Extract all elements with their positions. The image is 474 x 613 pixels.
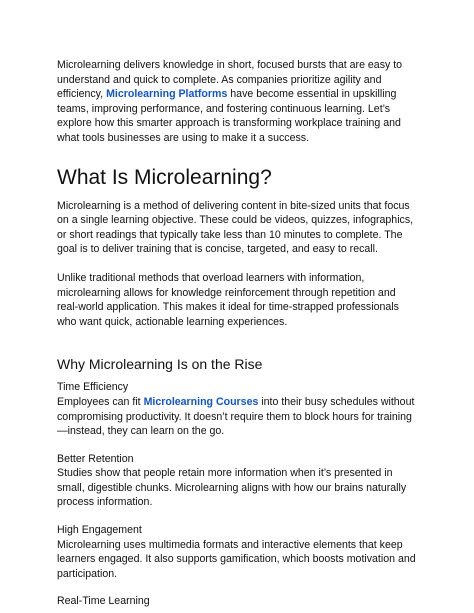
microlearning-courses-link[interactable]: Microlearning Courses [143, 395, 259, 408]
time-efficiency-paragraph [57, 395, 419, 439]
time-efficiency-text-after: into their busy schedules without compromising productivity. It doesn’t require them to block hours for training—instead, they can learn on the go. [57, 395, 415, 438]
subheading-real-time-learning: Real-Time Learning [57, 595, 150, 608]
intro-paragraph [57, 58, 419, 146]
intro-text-after: have become essential in upskilling teams, improving performance, and fostering continuous learning. Let’s explore how this smarter approach is transforming workplace training and what tools businesses are using to make it a success. [57, 88, 401, 144]
section-heading-what-is: What Is Microlearning? [57, 165, 272, 189]
subheading-time-efficiency: Time Efficiency [57, 381, 129, 394]
high-engagement-paragraph: Microlearning uses multimedia formats and interactive elements that keep learners engaged. It also supports gamification, which boosts motivation and participation. [57, 538, 416, 580]
better-retention-paragraph: Studies show that people retain more information when it’s presented in small, digestible chunks. Microlearning aligns with how our brains naturally process information. [57, 467, 407, 509]
comparison-paragraph: Unlike traditional methods that overload learners with information, microlearning allows for knowledge reinforcement through repetition and real-world application. This makes it ideal for time-strapped professionals who want quick, actionable learning experiences. [57, 271, 399, 328]
intro-text-before: Microlearning delivers knowledge in short, focused bursts that are easy to understand and quick to complete. As companies prioritize agility and efficiency, [57, 59, 403, 101]
definition-paragraph: Microlearning is a method of delivering content in bite-sized units that focus on a single learning objective. These could be videos, quizzes, infographics, or short readings that typically take less than 10 minutes to complete. The goal is to deliver training that is concise, targeted, and easy to recall. [57, 199, 414, 256]
subheading-better-retention: Better Retention [57, 452, 134, 465]
microlearning-platforms-link[interactable]: Microlearning Platforms [106, 88, 228, 101]
subheading-high-engagement: High Engagement [57, 524, 142, 537]
section-heading-why-rise: Why Microlearning Is on the Rise [57, 356, 263, 373]
document-body [57, 58, 419, 609]
time-efficiency-text-before: Employees can fit [57, 395, 144, 408]
